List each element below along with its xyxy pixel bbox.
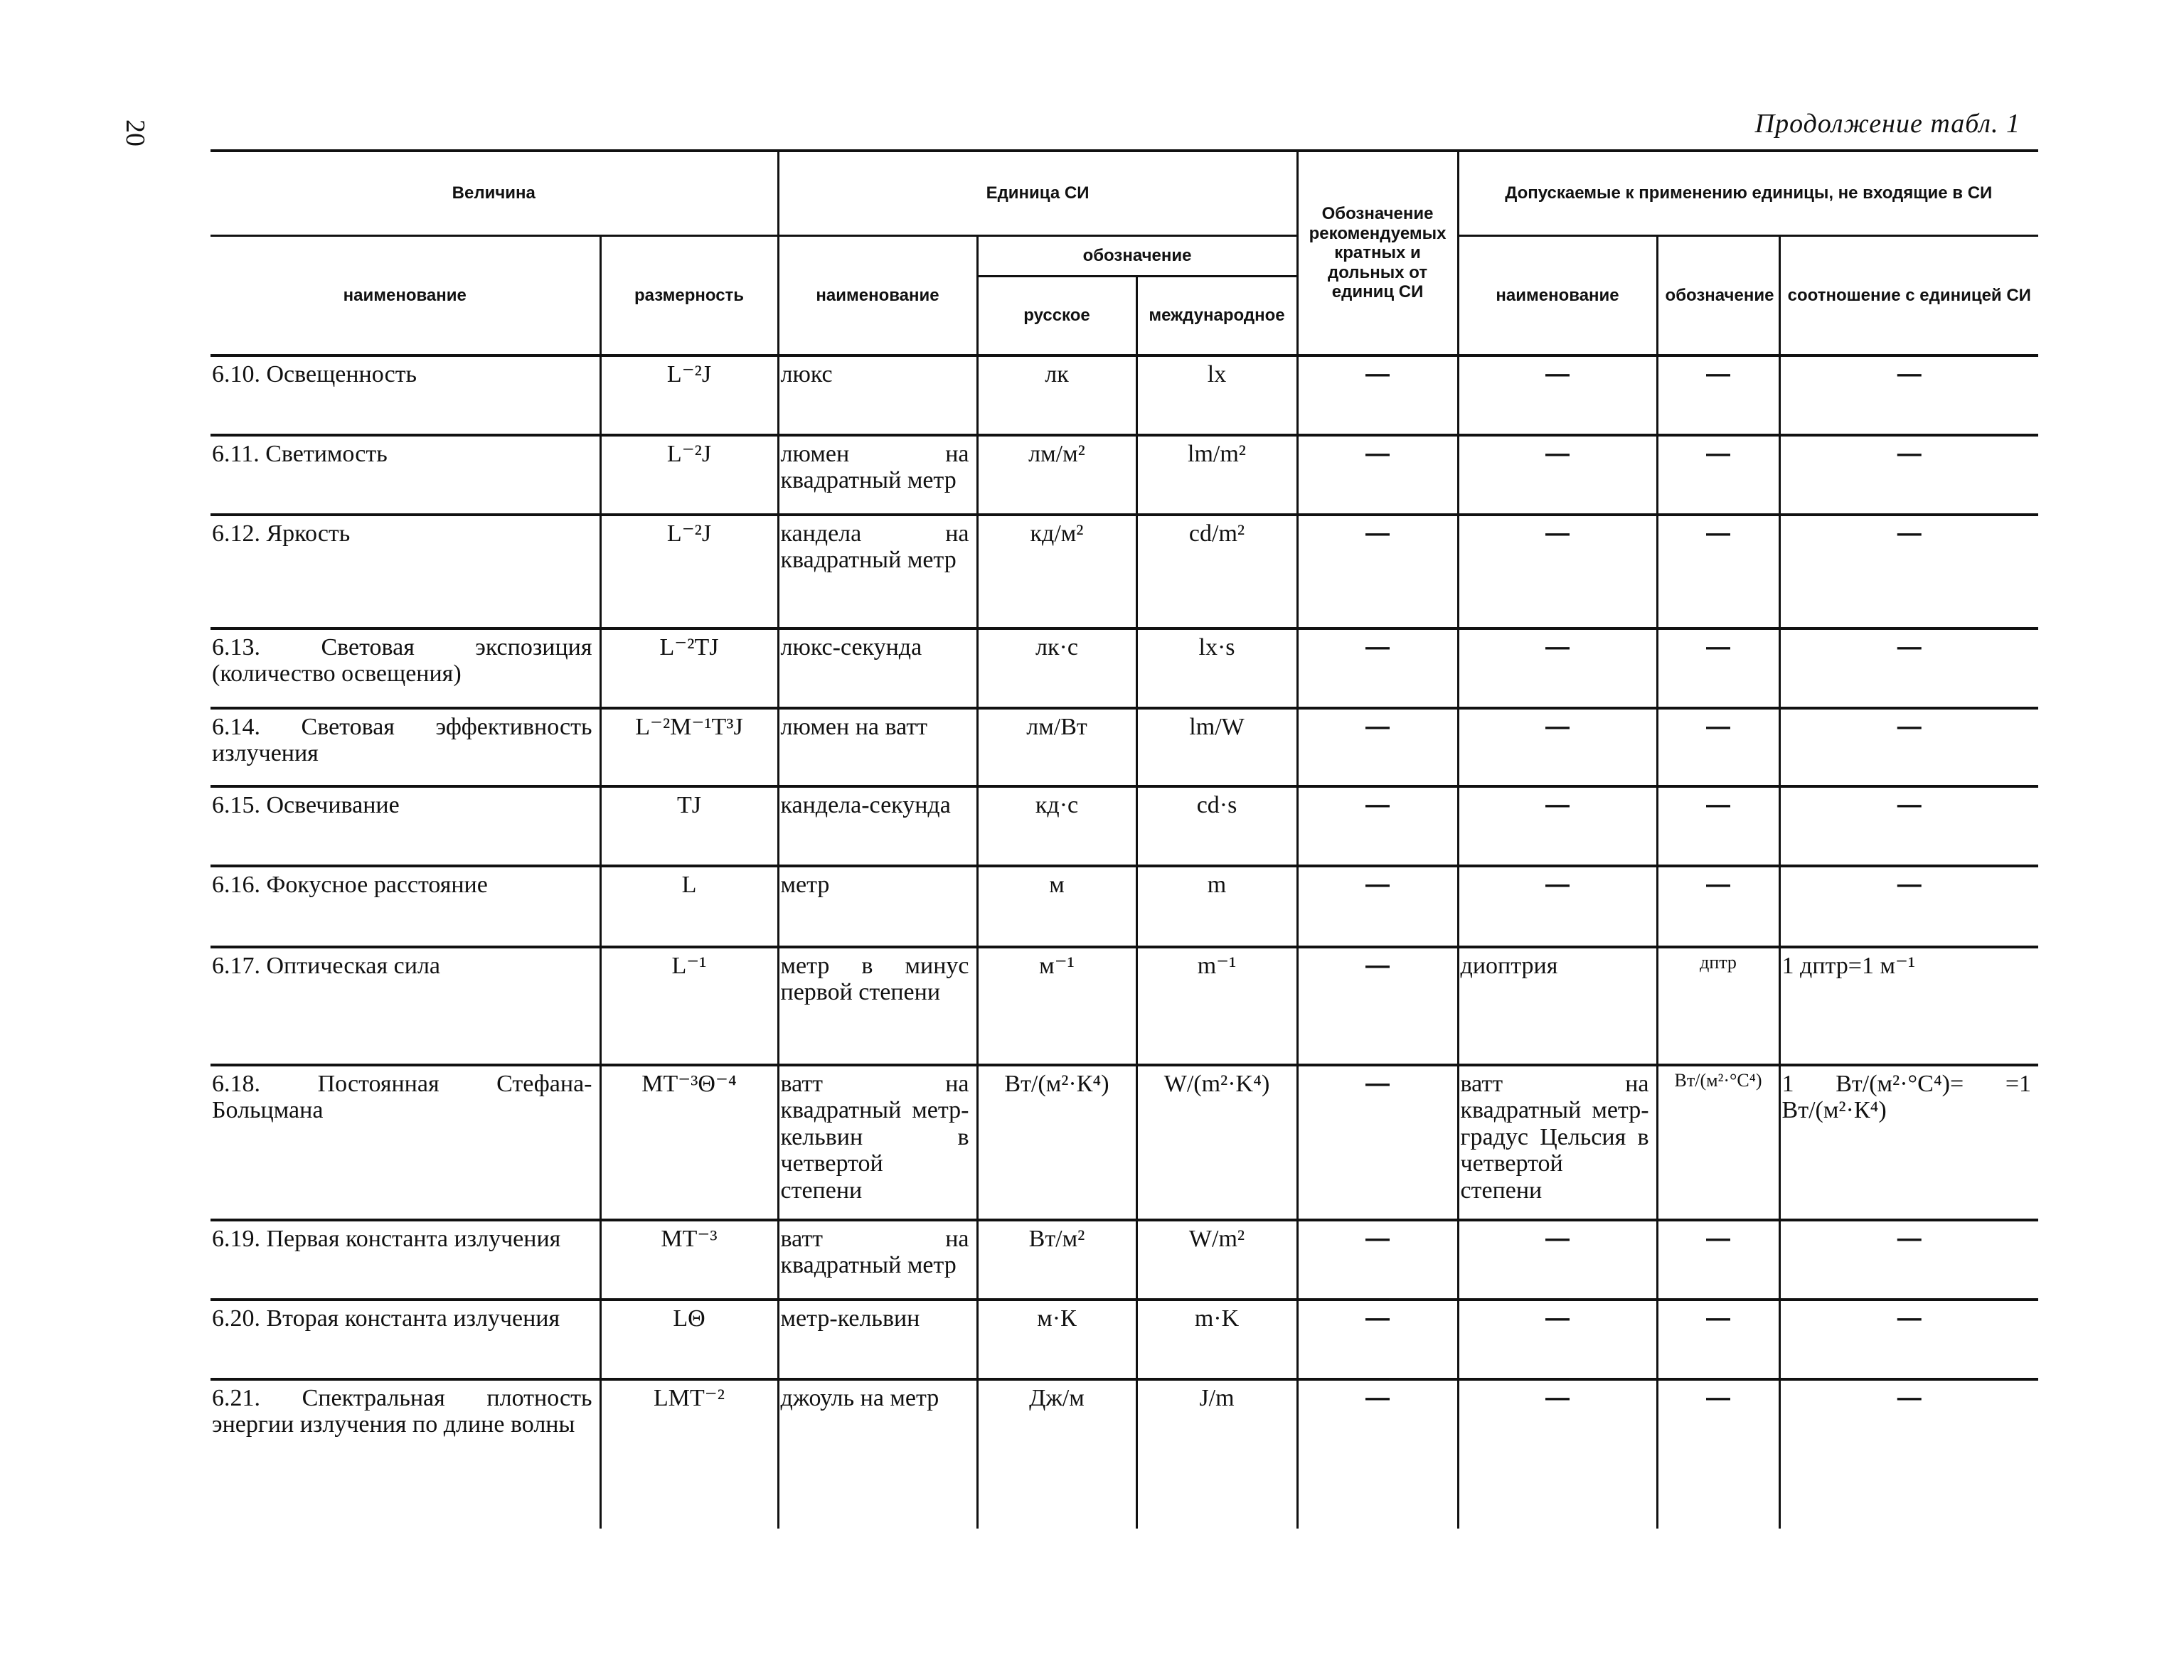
cell-allowed-symbol: — [1657, 515, 1779, 628]
cell-allowed-symbol: — [1657, 628, 1779, 708]
cell-allowed-relation: — [1779, 1220, 2038, 1300]
header-quantity: Величина [211, 151, 778, 236]
cell-multiples: — [1297, 1300, 1458, 1379]
cell-dimension: L⁻²J [600, 435, 778, 515]
cell-russian-symbol: м [977, 866, 1136, 947]
cell-allowed-name: — [1458, 628, 1657, 708]
cell-allowed-relation: — [1779, 786, 2038, 866]
cell-russian-symbol: м·К [977, 1300, 1136, 1379]
table-row [211, 355, 2038, 435]
cell-quantity-name: 6.14. Световая эффективность излучения [211, 708, 600, 786]
cell-allowed-relation: — [1779, 435, 2038, 515]
cell-russian-symbol: Вт/(м²·К⁴) [977, 1065, 1136, 1220]
cell-quantity-name: 6.13. Световая экспозиция (количество освещения) [211, 628, 600, 708]
cell-dimension: MT⁻³ [600, 1220, 778, 1300]
header-russian: русское [977, 277, 1136, 356]
cell-allowed-symbol: Вт/(м²·°С⁴) [1657, 1065, 1779, 1220]
cell-multiples: — [1297, 515, 1458, 628]
cell-allowed-name: ватт на квадратный метр-градус Цельсия в четвертой степени [1458, 1065, 1657, 1220]
cell-quantity-name: 6.17. Оптическая сила [211, 947, 600, 1065]
cell-multiples: — [1297, 866, 1458, 947]
cell-unit-name: метр-кельвин [778, 1300, 977, 1379]
cell-allowed-relation: — [1779, 1379, 2038, 1529]
table-row [211, 515, 2038, 628]
cell-russian-symbol: Вт/м² [977, 1220, 1136, 1300]
cell-quantity-name: 6.12. Яркость [211, 515, 600, 628]
cell-allowed-name: — [1458, 435, 1657, 515]
cell-allowed-relation: — [1779, 708, 2038, 786]
cell-dimension: L⁻²J [600, 355, 778, 435]
cell-russian-symbol: кд/м² [977, 515, 1136, 628]
cell-unit-name: люмен на ватт [778, 708, 977, 786]
cell-multiples: — [1297, 1379, 1458, 1529]
cell-allowed-relation: — [1779, 515, 2038, 628]
header-allowed-name: наименование [1458, 236, 1657, 356]
cell-multiples: — [1297, 435, 1458, 515]
cell-allowed-symbol: — [1657, 1379, 1779, 1529]
cell-allowed-name: — [1458, 1300, 1657, 1379]
cell-international-symbol: lm/W [1136, 708, 1297, 786]
cell-allowed-name: — [1458, 1379, 1657, 1529]
cell-allowed-relation: — [1779, 1300, 2038, 1379]
cell-quantity-name: 6.20. Вторая константа излучения [211, 1300, 600, 1379]
cell-allowed-symbol: — [1657, 1300, 1779, 1379]
cell-russian-symbol: Дж/м [977, 1379, 1136, 1529]
header-designation: обозначение [977, 236, 1297, 277]
cell-international-symbol: J/m [1136, 1379, 1297, 1529]
cell-multiples: — [1297, 947, 1458, 1065]
cell-dimension: LMT⁻² [600, 1379, 778, 1529]
cell-allowed-name: — [1458, 866, 1657, 947]
cell-dimension: L⁻²J [600, 515, 778, 628]
cell-dimension: L⁻¹ [600, 947, 778, 1065]
cell-multiples: — [1297, 1065, 1458, 1220]
cell-unit-name: метр в минус первой степени [778, 947, 977, 1065]
cell-quantity-name: 6.11. Светимость [211, 435, 600, 515]
cell-russian-symbol: лм/м² [977, 435, 1136, 515]
header-allowed-symbol: обозначение [1657, 236, 1779, 356]
cell-unit-name: люмен на квадратный метр [778, 435, 977, 515]
page-number: 20 [120, 119, 150, 146]
table-row [211, 1065, 2038, 1220]
cell-dimension: L⁻²TJ [600, 628, 778, 708]
cell-international-symbol: m·K [1136, 1300, 1297, 1379]
cell-russian-symbol: м⁻¹ [977, 947, 1136, 1065]
cell-international-symbol: lx [1136, 355, 1297, 435]
cell-allowed-name: диоптрия [1458, 947, 1657, 1065]
units-table [211, 149, 2038, 1529]
header-international: международное [1136, 277, 1297, 356]
cell-allowed-name: — [1458, 355, 1657, 435]
header-multiples: Обозначение рекомендуемых кратных и дольных от единиц СИ [1297, 151, 1458, 355]
table-row [211, 708, 2038, 786]
cell-russian-symbol: лм/Вт [977, 708, 1136, 786]
cell-unit-name: ватт на квадратный метр [778, 1220, 977, 1300]
cell-allowed-relation: — [1779, 628, 2038, 708]
cell-multiples: — [1297, 355, 1458, 435]
cell-allowed-name: — [1458, 708, 1657, 786]
cell-allowed-symbol: — [1657, 708, 1779, 786]
table-row [211, 1300, 2038, 1379]
cell-russian-symbol: лк [977, 355, 1136, 435]
cell-unit-name: люкс [778, 355, 977, 435]
table-row [211, 786, 2038, 866]
cell-allowed-relation: — [1779, 866, 2038, 947]
table-row [211, 1220, 2038, 1300]
cell-allowed-symbol: — [1657, 355, 1779, 435]
cell-russian-symbol: кд·с [977, 786, 1136, 866]
header-si-unit: Единица СИ [778, 151, 1297, 236]
table-row [211, 1379, 2038, 1529]
cell-multiples: — [1297, 786, 1458, 866]
cell-allowed-relation: — [1779, 355, 2038, 435]
cell-international-symbol: cd·s [1136, 786, 1297, 866]
header-unit-name: наименование [778, 236, 977, 356]
header-allowed-units: Допускаемые к применению единицы, не входящие в СИ [1458, 151, 2038, 236]
cell-allowed-name: — [1458, 515, 1657, 628]
cell-unit-name: метр [778, 866, 977, 947]
cell-international-symbol: W/(m²·K⁴) [1136, 1065, 1297, 1220]
cell-unit-name: кандела на квадратный метр [778, 515, 977, 628]
cell-multiples: — [1297, 628, 1458, 708]
cell-dimension: L [600, 866, 778, 947]
cell-allowed-relation: 1 Вт/(м²·°С⁴)= =1 Вт/(м²·К⁴) [1779, 1065, 2038, 1220]
cell-unit-name: кандела-секунда [778, 786, 977, 866]
table-row [211, 947, 2038, 1065]
cell-international-symbol: W/m² [1136, 1220, 1297, 1300]
cell-allowed-name: — [1458, 1220, 1657, 1300]
cell-international-symbol: lm/m² [1136, 435, 1297, 515]
table-continuation-caption: Продолжение табл. 1 [1754, 109, 2020, 139]
cell-allowed-symbol: — [1657, 435, 1779, 515]
cell-allowed-name: — [1458, 786, 1657, 866]
cell-dimension: MT⁻³Θ⁻⁴ [600, 1065, 778, 1220]
cell-multiples: — [1297, 708, 1458, 786]
cell-allowed-symbol: — [1657, 866, 1779, 947]
cell-quantity-name: 6.19. Первая константа излучения [211, 1220, 600, 1300]
cell-international-symbol: lx·s [1136, 628, 1297, 708]
cell-international-symbol: m [1136, 866, 1297, 947]
cell-quantity-name: 6.15. Освечивание [211, 786, 600, 866]
cell-dimension: LΘ [600, 1300, 778, 1379]
header-quantity-name: наименование [211, 236, 600, 356]
cell-quantity-name: 6.21. Спектральная плотность энергии излучения по длине волны [211, 1379, 600, 1529]
cell-unit-name: джоуль на метр [778, 1379, 977, 1529]
cell-international-symbol: m⁻¹ [1136, 947, 1297, 1065]
table-row [211, 435, 2038, 515]
table-row [211, 866, 2038, 947]
cell-quantity-name: 6.16. Фокусное расстояние [211, 866, 600, 947]
cell-quantity-name: 6.18. Постоянная Стефана-Больцмана [211, 1065, 600, 1220]
cell-multiples: — [1297, 1220, 1458, 1300]
cell-dimension: L⁻²M⁻¹T³J [600, 708, 778, 786]
cell-russian-symbol: лк·с [977, 628, 1136, 708]
cell-international-symbol: cd/m² [1136, 515, 1297, 628]
table-row [211, 628, 2038, 708]
cell-allowed-relation: 1 дптр=1 м⁻¹ [1779, 947, 2038, 1065]
cell-quantity-name: 6.10. Освещенность [211, 355, 600, 435]
cell-unit-name: ватт на квадратный метр-кельвин в четвертой степени [778, 1065, 977, 1220]
cell-dimension: TJ [600, 786, 778, 866]
cell-allowed-symbol: дптр [1657, 947, 1779, 1065]
cell-allowed-symbol: — [1657, 786, 1779, 866]
header-dimension: размерность [600, 236, 778, 356]
cell-unit-name: люкс-секунда [778, 628, 977, 708]
cell-allowed-symbol: — [1657, 1220, 1779, 1300]
header-allowed-relation: соотношение с единицей СИ [1779, 236, 2038, 356]
